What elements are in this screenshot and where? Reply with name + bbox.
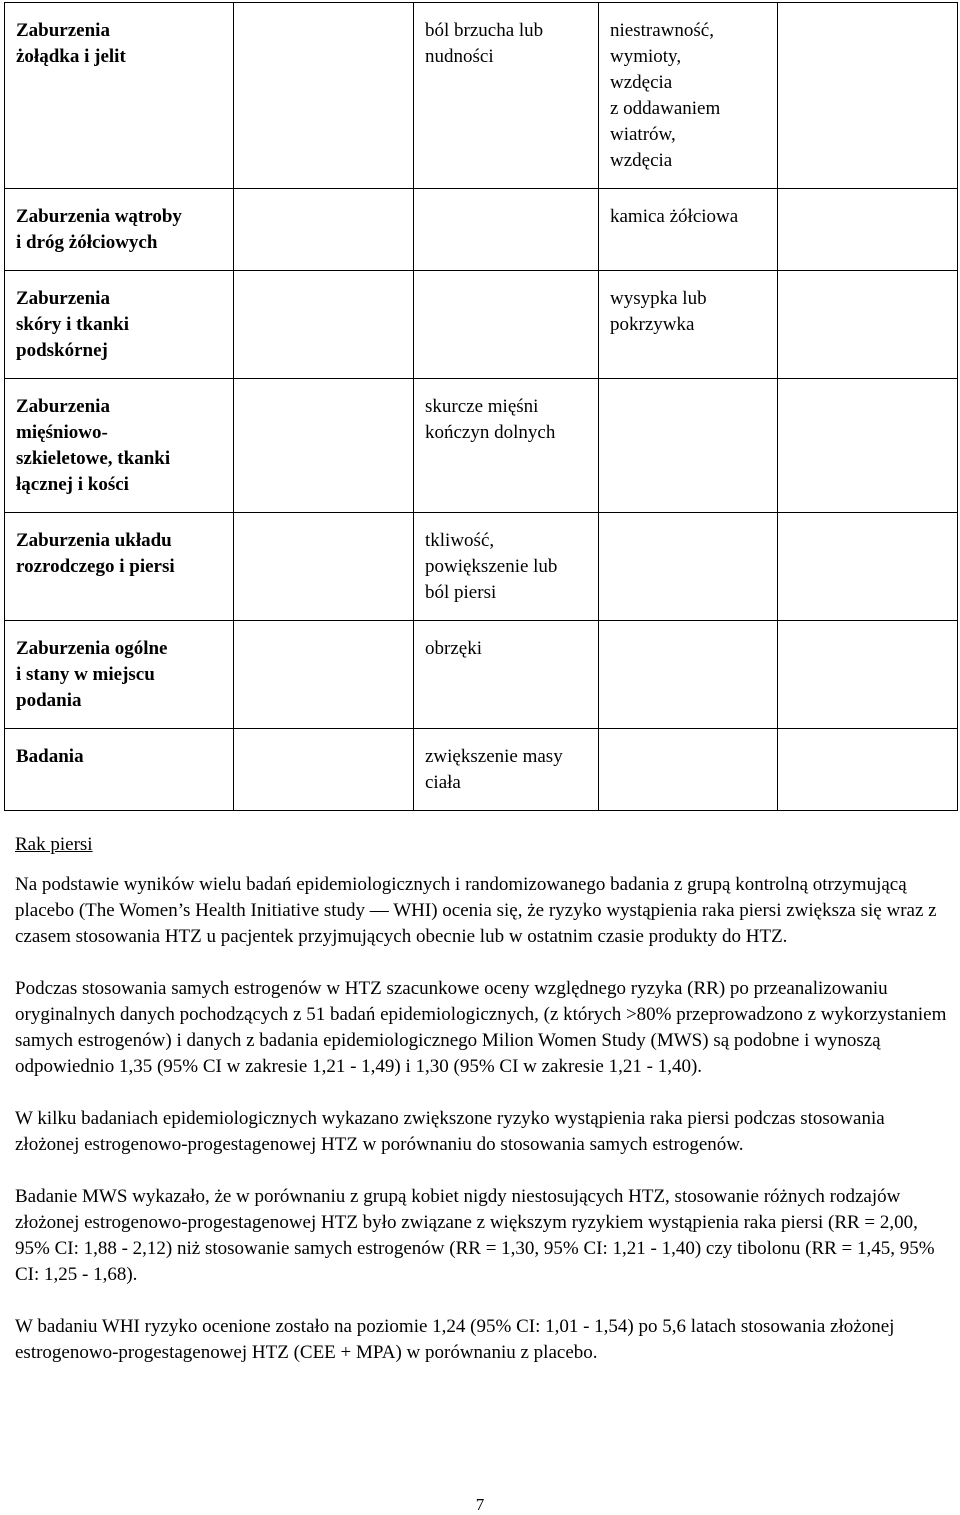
frequency-cell: ból brzucha lub nudności — [414, 3, 599, 189]
section-title: Rak piersi — [15, 834, 93, 855]
frequency-cell — [778, 3, 958, 189]
frequency-cell — [778, 271, 958, 379]
frequency-cell — [599, 379, 778, 513]
frequency-cell — [778, 379, 958, 513]
frequency-cell: tkliwość, powiększenie lub ból piersi — [414, 513, 599, 621]
category-cell: Zaburzenia żołądka i jelit — [5, 3, 234, 189]
table-row — [5, 271, 958, 379]
breast-cancer-section — [15, 832, 950, 1392]
frequency-cell — [599, 729, 778, 811]
table-row — [5, 621, 958, 729]
frequency-cell — [234, 379, 414, 513]
frequency-cell: kamica żółciowa — [599, 189, 778, 271]
paragraph: W kilku badaniach epidemiologicznych wykazano zwiększone ryzyko wystąpienia raka piersi podczas stosowania złożonej estrogenowo-progestagenowej HTZ w porównaniu do stosowania samych estrogenów. — [15, 1108, 885, 1155]
frequency-cell: obrzęki — [414, 621, 599, 729]
table-row — [5, 513, 958, 621]
frequency-cell — [234, 513, 414, 621]
page-number: 7 — [475, 1495, 485, 1514]
frequency-cell — [234, 189, 414, 271]
frequency-cell — [234, 271, 414, 379]
frequency-cell: skurcze mięśni kończyn dolnych — [414, 379, 599, 513]
frequency-cell — [599, 513, 778, 621]
category-cell: Zaburzenia skóry i tkanki podskórnej — [5, 271, 234, 379]
paragraph: Na podstawie wyników wielu badań epidemiologicznych i randomizowanego badania z grupą kontrolną otrzymującą placebo (The Women’s Health Initiative study — WHI) ocenia się, że ryzyko wystąpienia raka piersi zwiększa się wraz z czasem stosowania HTZ u pacjentek przyjmujących obecnie lub w ostatnim czasie produkty do HTZ. — [15, 874, 937, 947]
frequency-cell — [414, 271, 599, 379]
category-cell: Zaburzenia układu rozrodczego i piersi — [5, 513, 234, 621]
frequency-cell — [778, 513, 958, 621]
frequency-cell — [234, 621, 414, 729]
paragraph: Badanie MWS wykazało, że w porównaniu z grupą kobiet nigdy niestosujących HTZ, stosowanie różnych rodzajów złożonej estrogenowo-progestagenowej HTZ było związane z większym ryzykiem wystąpienia raka piersi (RR = 2,00, 95% CI: 1,88 - 2,12) niż stosowanie samych estrogenów (RR = 1,30, 95% CI: 1,21 - 1,40) czy tibolonu (RR = 1,45, 95% CI: 1,25 - 1,68). — [15, 1186, 935, 1285]
frequency-cell — [778, 621, 958, 729]
frequency-cell: zwiększenie masy ciała — [414, 729, 599, 811]
frequency-cell: niestrawność, wymioty, wzdęcia z oddawaniem wiatrów, wzdęcia — [599, 3, 778, 189]
category-cell: Zaburzenia wątroby i dróg żółciowych — [5, 189, 234, 271]
frequency-cell — [414, 189, 599, 271]
category-cell: Zaburzenia ogólne i stany w miejscu podania — [5, 621, 234, 729]
frequency-cell — [778, 189, 958, 271]
frequency-cell — [234, 3, 414, 189]
table-row — [5, 729, 958, 811]
table-row — [5, 3, 958, 189]
category-cell: Badania — [5, 729, 234, 811]
frequency-cell — [778, 729, 958, 811]
frequency-cell: wysypka lub pokrzywka — [599, 271, 778, 379]
adverse-reactions-table — [4, 2, 958, 811]
paragraph: Podczas stosowania samych estrogenów w HTZ szacunkowe oceny względnego ryzyka (RR) po przeanalizowaniu oryginalnych danych pochodzących z 51 badań epidemiologicznych, (z których >80% przeprowadzono z wykorzystaniem samych estrogenów) i danych z badania epidemiologicznego Milion Women Study (MWS) są podobne i wynoszą odpowiednio 1,35 (95% CI w zakresie 1,21 - 1,49) i 1,30 (95% CI w zakresie 1,21 - 1,40). — [15, 978, 947, 1077]
frequency-cell — [599, 621, 778, 729]
table-row — [5, 189, 958, 271]
paragraph: W badaniu WHI ryzyko ocenione zostało na poziomie 1,24 (95% CI: 1,01 - 1,54) po 5,6 latach stosowania złożonej estrogenowo-progestagenowej HTZ (CEE + MPA) w porównaniu z placebo. — [15, 1316, 895, 1363]
frequency-cell — [234, 729, 414, 811]
category-cell: Zaburzenia mięśniowo- szkieletowe, tkanki łącznej i kości — [5, 379, 234, 513]
table-row — [5, 379, 958, 513]
